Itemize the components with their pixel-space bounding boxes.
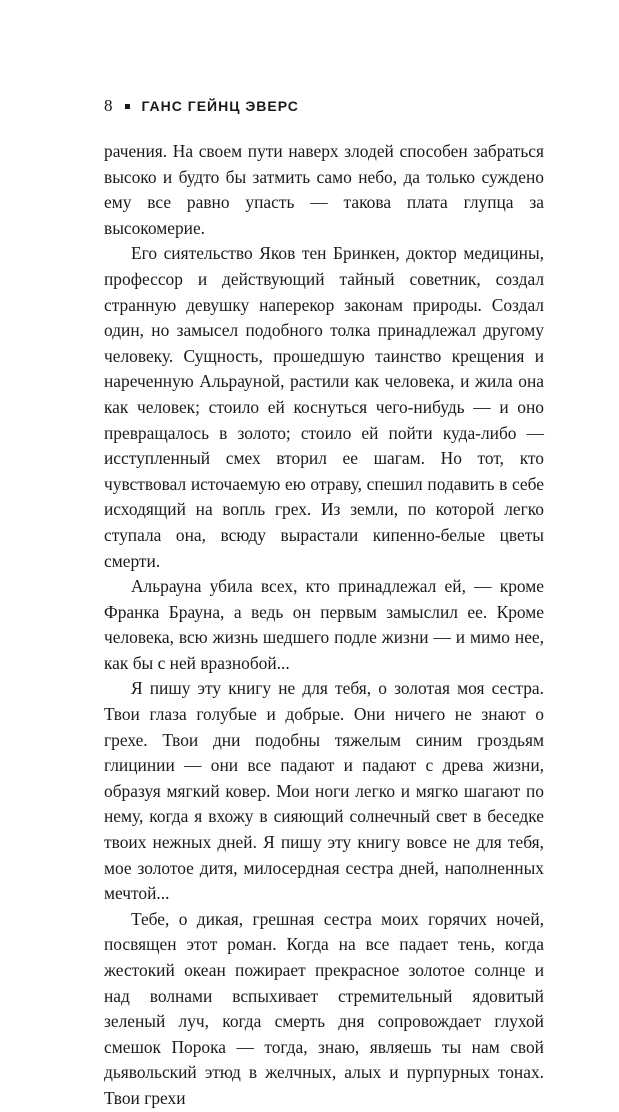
running-title: ГАНС ГЕЙНЦ ЭВЕРС (141, 98, 299, 114)
paragraph: Тебе, о дикая, грешная сестра моих горячих ночей, посвящен этот роман. Когда на все падает тень, когда жестокий океан пожирает прекрасное золотое солнце и над волнами вспыхивает стремительный ядовитый зеленый луч, когда смерть дня сопровождает глухой смешок Порока — тогда, знаю, являешь ты нам свой дьявольский этюд в желчных, алых и пурпурных тонах. Твои грехи (104, 908, 544, 1108)
paragraph: рачения. На своем пути наверх злодей способен забраться высоко и будто бы затмить само небо, да только суждено ему все равно упасть — такова плата глупца за высокомерие. (104, 141, 544, 238)
body-text (104, 139, 544, 1112)
page-number: 8 (104, 96, 113, 115)
paragraph: Его сиятельство Яков тен Бринкен, доктор медицины, профессор и действующий тайный советник, создал странную девушку наперекор законам природы. Создал один, но замысел подобного толка принадлежал другому человеку. Сущность, прошедшую таинство крещения и нареченную Альрауной, растили как человека, и жила она как человек; стоило ей коснуться чего-нибудь — и оно превращалось в золото; стоило ей пойти куда-либо — исступленный смех вторил ее шагам. Но тот, кто чувствовал источаемую ею отраву, спешил подавить в себе исходящий на вопль грех. Из земли, по которой легко ступала она, всюду вырастали кипенно-белые цветы смерти. (104, 243, 544, 571)
paragraph: Я пишу эту книгу не для тебя, о золотая моя сестра. Твои глаза голубые и добрые. Они ничего не знают о грехе. Твои дни подобны тяжелым синим гроздьям глицинии — они все падают и падают с древа жизни, образуя мягкий ковер. Мои ноги легко и мягко шагают по нему, когда я вхожу в сияющий солнечный свет в беседке твоих нежных дней. Я пишу эту книгу вовсе не для тебя, мое золотое дитя, милосердная сестра дней, наполненных мечтой... (104, 678, 544, 904)
header-bullet-separator (125, 104, 130, 109)
running-header (104, 96, 299, 116)
paragraph: Альрауна убила всех, кто принадлежал ей, — кроме Франка Брауна, а ведь он первым замыслил ее. Кроме человека, всю жизнь шедшего подле жизни — и мимо нее, как бы с ней вразнобой... (104, 576, 544, 673)
